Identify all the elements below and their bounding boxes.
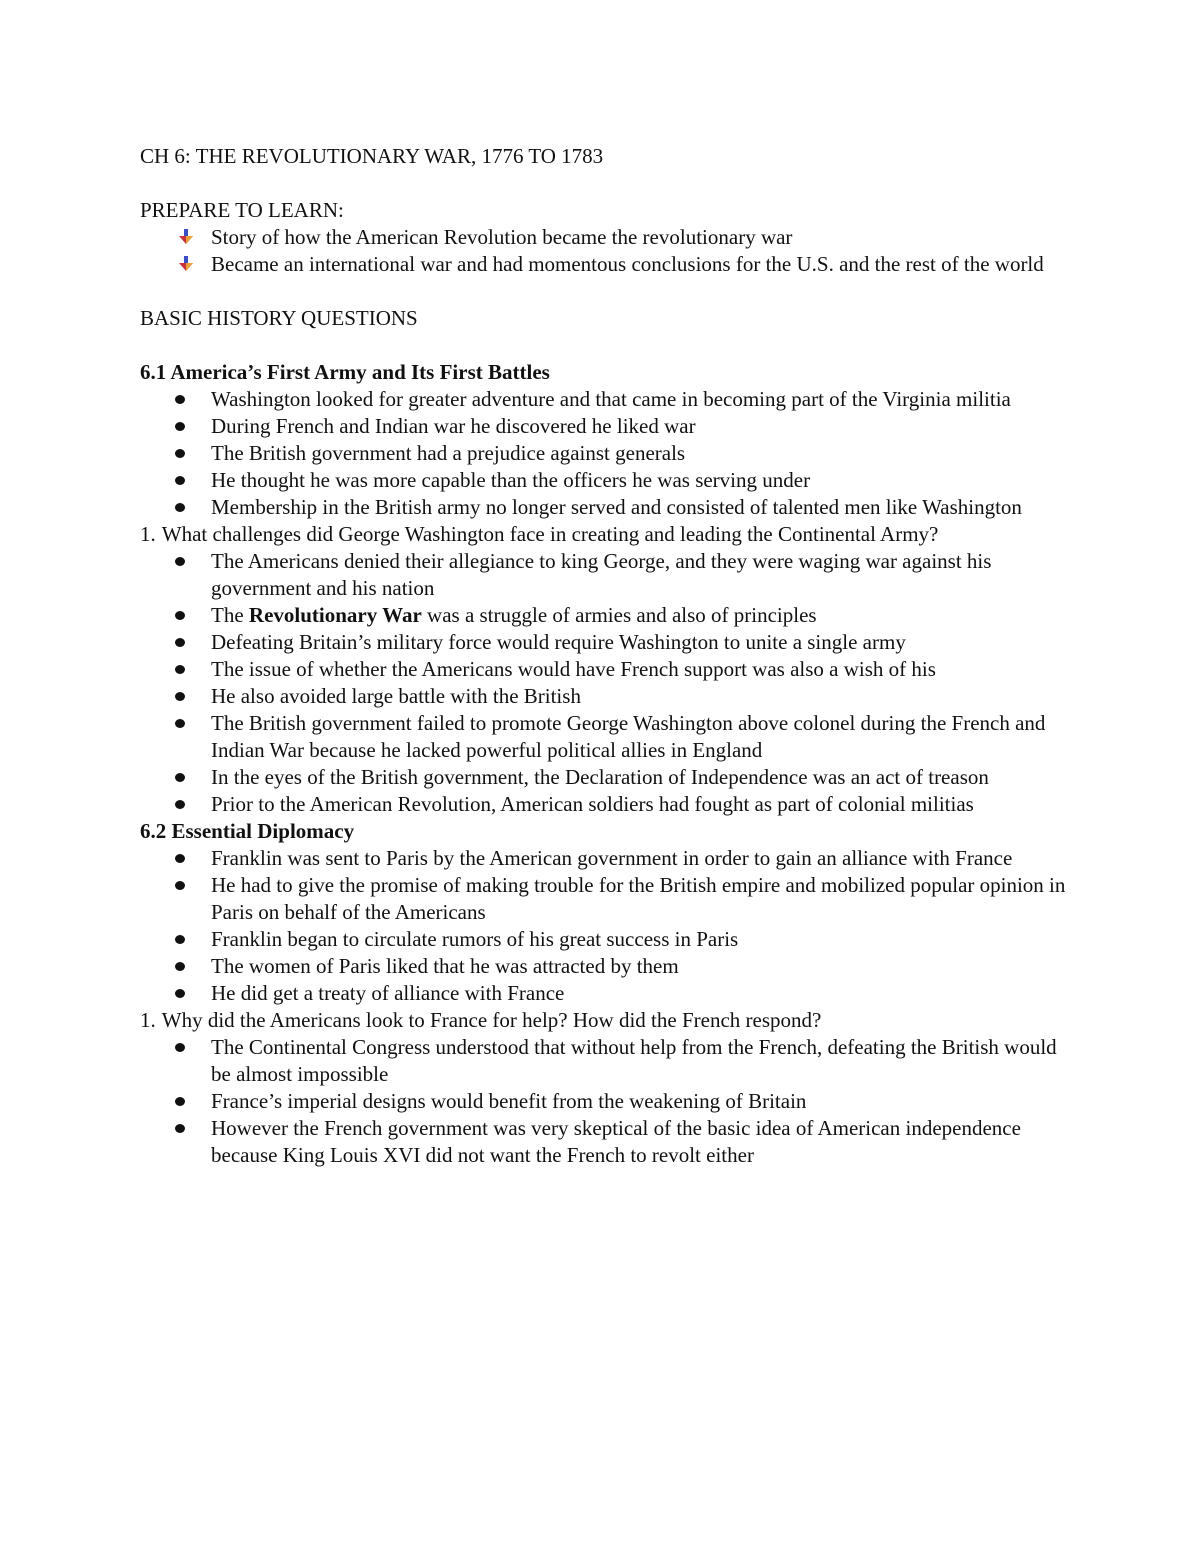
list-item: Franklin was sent to Paris by the American government in order to gain an alliance with France [140, 845, 1070, 872]
bullet-dot-icon [175, 395, 185, 404]
list-item: Became an international war and had momentous conclusions for the U.S. and the rest of the world [140, 251, 1070, 278]
section-6-2-answers [140, 1034, 1070, 1169]
list-item: Membership in the British army no longer served and consisted of talented men like Washington [140, 494, 1070, 521]
bullet-dot-icon [175, 773, 185, 782]
section-6-1-answers [140, 548, 1070, 818]
list-item: He thought he was more capable than the officers he was serving under [140, 467, 1070, 494]
down-arrow-bullet-icon [177, 229, 195, 245]
list-item: However the French government was very skeptical of the basic idea of American independence because King Louis XVI did not want the French to revolt either [140, 1115, 1070, 1169]
bullet-dot-icon [175, 935, 185, 944]
bullet-dot-icon [175, 881, 185, 890]
list-item: The Revolutionary War was a struggle of armies and also of principles [140, 602, 1070, 629]
bullet-dot-icon [175, 638, 185, 647]
section-6-2-bullets [140, 845, 1070, 1007]
bullet-dot-icon [175, 854, 185, 863]
bullet-dot-icon [175, 962, 185, 971]
page-title: CH 6: THE REVOLUTIONARY WAR, 1776 TO 1783 [140, 144, 604, 168]
list-item: He did get a treaty of alliance with France [140, 980, 1070, 1007]
list-item: The issue of whether the Americans would have French support was also a wish of his [140, 656, 1070, 683]
document-body [140, 143, 1070, 1169]
list-item: Washington looked for greater adventure and that came in becoming part of the Virginia militia [140, 386, 1070, 413]
list-item: France’s imperial designs would benefit from the weakening of Britain [140, 1088, 1070, 1115]
list-item: Defeating Britain’s military force would require Washington to unite a single army [140, 629, 1070, 656]
list-item: In the eyes of the British government, the Declaration of Independence was an act of treason [140, 764, 1070, 791]
prepare-list [140, 224, 1070, 278]
bullet-dot-icon [175, 1043, 185, 1052]
bullet-dot-icon [175, 665, 185, 674]
bullet-dot-icon [175, 503, 185, 512]
list-item: During French and Indian war he discovered he liked war [140, 413, 1070, 440]
section-6-2-heading: 6.2 Essential Diplomacy [140, 819, 355, 843]
list-item: The British government failed to promote George Washington above colonel during the French and Indian War because he lacked powerful political allies in England [140, 710, 1070, 764]
bold-term: Revolutionary War [248, 603, 422, 627]
list-item: He had to give the promise of making trouble for the British empire and mobilized popular opinion in Paris on behalf of the Americans [140, 872, 1070, 926]
bullet-dot-icon [175, 422, 185, 431]
bullet-dot-icon [175, 449, 185, 458]
list-item: The women of Paris liked that he was attracted by them [140, 953, 1070, 980]
list-item: Prior to the American Revolution, American soldiers had fought as part of colonial militias [140, 791, 1070, 818]
list-item: The Continental Congress understood that without help from the French, defeating the British would be almost impossible [140, 1034, 1070, 1088]
bullet-dot-icon [175, 1097, 185, 1106]
section-6-2-question: 1. Why did the Americans look to France for help? How did the French respond? [140, 1008, 822, 1032]
bullet-dot-icon [175, 557, 185, 566]
section-6-1-heading: 6.1 America’s First Army and Its First Battles [140, 360, 550, 384]
prepare-heading: PREPARE TO LEARN: [140, 198, 344, 222]
down-arrow-bullet-icon [177, 256, 195, 272]
list-item: He also avoided large battle with the British [140, 683, 1070, 710]
list-item: The British government had a prejudice against generals [140, 440, 1070, 467]
list-item: The Americans denied their allegiance to king George, and they were waging war against his government and his nation [140, 548, 1070, 602]
bullet-dot-icon [175, 611, 185, 620]
bullet-dot-icon [175, 989, 185, 998]
bullet-dot-icon [175, 476, 185, 485]
section-6-1-bullets [140, 386, 1070, 521]
basic-questions-heading: BASIC HISTORY QUESTIONS [140, 306, 418, 330]
bullet-dot-icon [175, 800, 185, 809]
bullet-dot-icon [175, 692, 185, 701]
list-item: Franklin began to circulate rumors of his great success in Paris [140, 926, 1070, 953]
section-6-1-question: 1. What challenges did George Washington face in creating and leading the Continental Army? [140, 522, 939, 546]
list-item: Story of how the American Revolution became the revolutionary war [140, 224, 1070, 251]
bullet-dot-icon [175, 719, 185, 728]
bullet-dot-icon [175, 1124, 185, 1133]
